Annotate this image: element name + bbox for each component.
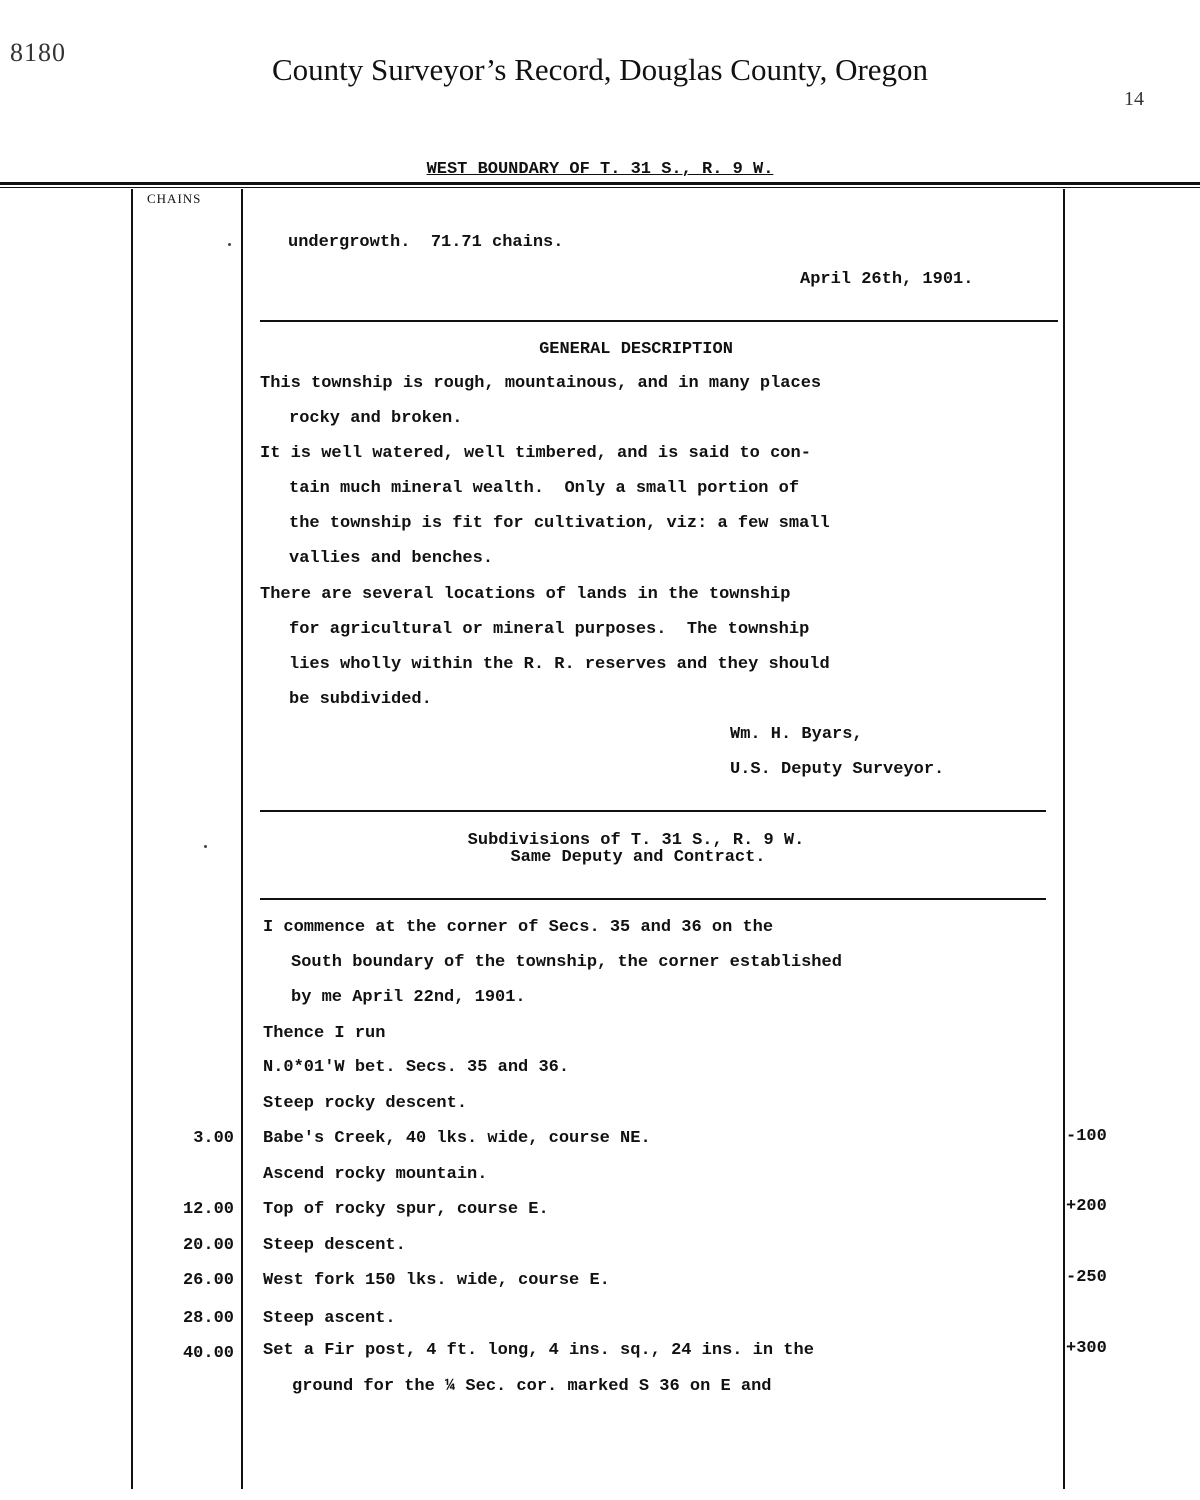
field-note-line: Ascend rocky mountain.: [263, 1165, 488, 1184]
field-note-line: Babe's Creek, 40 lks. wide, course NE.: [263, 1129, 651, 1148]
description-line: be subdivided.: [289, 690, 432, 709]
elevation-marker: +300: [1066, 1339, 1107, 1358]
elevation-value: 100: [1076, 1127, 1107, 1146]
header-rule-secondary: [0, 187, 1200, 188]
field-note-line: Top of rocky spur, course E.: [263, 1200, 549, 1219]
header-rule: [0, 182, 1200, 185]
field-note-line: ground for the ¼ Sec. cor. marked S 36 on E and: [292, 1377, 772, 1396]
elevation-marker: -250: [1066, 1268, 1107, 1287]
section-heading-text: WEST BOUNDARY OF T. 31 S., R. 9 W.: [426, 160, 774, 179]
description-line: for agricultural or mineral purposes. The township: [289, 620, 810, 639]
field-note-line: Set a Fir post, 4 ft. long, 4 ins. sq., 24 ins. in the: [263, 1341, 814, 1360]
margin-dot: [228, 243, 231, 246]
field-note-line: Thence I run: [263, 1024, 386, 1043]
elevation-value: 250: [1076, 1268, 1107, 1287]
chains-value: 26.00: [182, 1271, 234, 1290]
chains-value: 28.00: [182, 1309, 234, 1328]
signature-title: U.S. Deputy Surveyor.: [730, 760, 945, 779]
description-line: rocky and broken.: [289, 409, 463, 428]
page-number: 8180: [10, 38, 66, 67]
description-line: vallies and benches.: [289, 549, 494, 568]
field-note-line: I commence at the corner of Secs. 35 and 36 on the: [263, 918, 774, 937]
subdivisions-subheading: Same Deputy and Contract.: [510, 848, 766, 867]
field-note-line: N.0*01'W bet. Secs. 35 and 36.: [263, 1058, 570, 1077]
description-line: the township is fit for cultivation, viz: a few small: [289, 514, 830, 533]
elevation-value: 300: [1076, 1339, 1107, 1358]
field-note-line: South boundary of the township, the corner established: [291, 953, 842, 972]
signature-name: Wm. H. Byars,: [730, 725, 863, 744]
elevation-value: 200: [1076, 1197, 1107, 1216]
chains-value: 3.00: [193, 1129, 234, 1148]
top-entry-line: undergrowth. 71.71 chains.: [288, 233, 564, 252]
field-note-line: Steep descent.: [263, 1236, 406, 1255]
section-heading: [0, 160, 1200, 179]
field-note-line: West fork 150 lks. wide, course E.: [263, 1271, 610, 1290]
description-line: lies wholly within the R. R. reserves and they should: [289, 655, 830, 674]
top-entry-date: April 26th, 1901.: [800, 270, 974, 289]
chains-value: 12.00: [182, 1200, 234, 1219]
margin-dot: [204, 845, 207, 848]
elevation-marker: +200: [1066, 1197, 1107, 1216]
subdivisions-heading: Subdivisions of T. 31 S., R. 9 W.: [467, 831, 805, 850]
chains-value: 40.00: [182, 1344, 234, 1363]
description-line: tain much mineral wealth. Only a small portion of: [289, 479, 800, 498]
description-line: There are several locations of lands in the township: [260, 585, 791, 604]
corner-mark: 14: [1124, 88, 1144, 110]
description-line: It is well watered, well timbered, and is said to con-: [260, 444, 811, 463]
chains-value: 20.00: [182, 1236, 234, 1255]
field-note-line: Steep rocky descent.: [263, 1094, 468, 1113]
chains-column-label: CHAINS: [147, 191, 202, 206]
page-title: County Surveyor’s Record, Douglas County, Oregon: [271, 52, 929, 87]
description-line: This township is rough, mountainous, and in many places: [260, 374, 822, 393]
section-divider: [260, 810, 1046, 812]
section-divider: [260, 898, 1046, 900]
elevation-marker: -100: [1066, 1127, 1107, 1146]
field-note-line: by me April 22nd, 1901.: [291, 988, 526, 1007]
general-description-heading: GENERAL DESCRIPTION: [539, 340, 733, 359]
field-note-line: Steep ascent.: [263, 1309, 396, 1328]
section-divider: [260, 320, 1058, 322]
